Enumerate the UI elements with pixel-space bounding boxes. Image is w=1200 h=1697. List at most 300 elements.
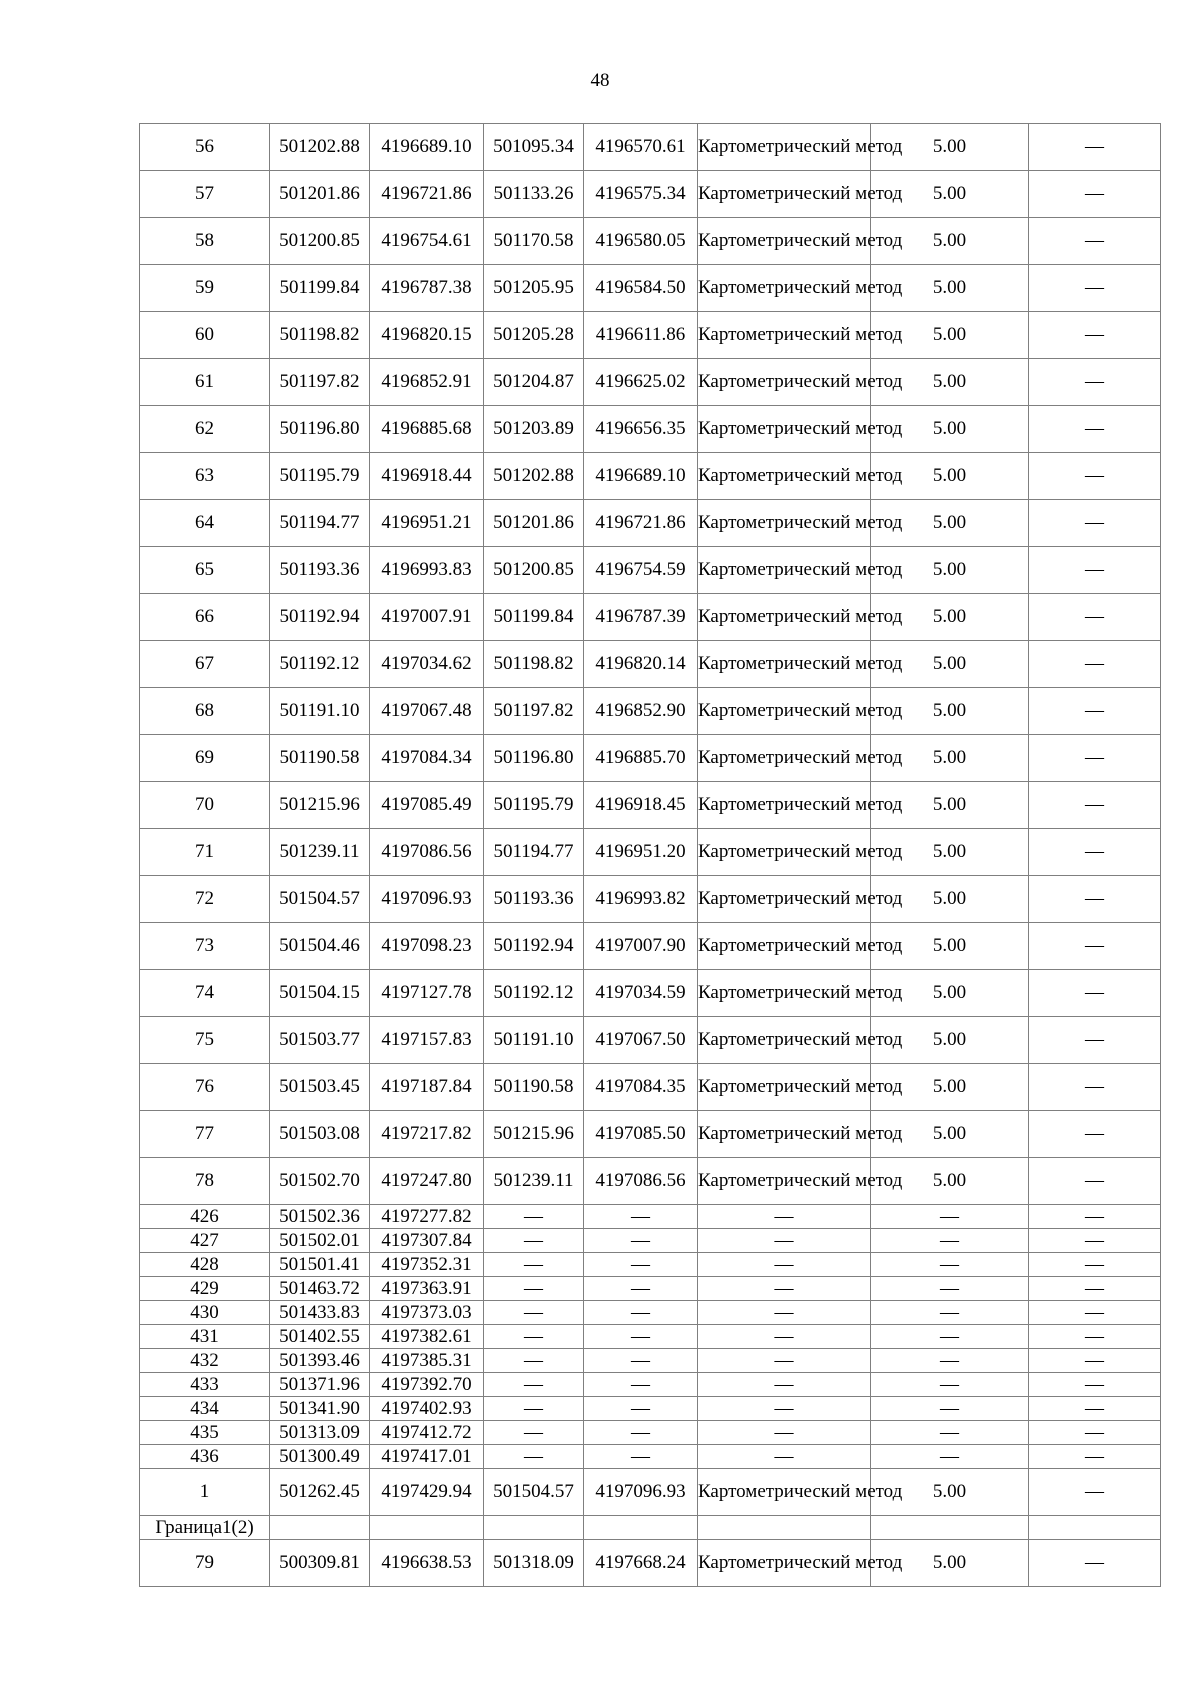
table-row bbox=[140, 1111, 1161, 1158]
method-cell: — bbox=[698, 1253, 871, 1277]
previous-x-cell: 501193.36 bbox=[484, 876, 584, 923]
previous-y-cell: 4197085.50 bbox=[584, 1111, 698, 1158]
x-coordinate-cell: 501194.77 bbox=[270, 500, 370, 547]
y-coordinate-cell: 4197247.80 bbox=[370, 1158, 484, 1205]
accuracy-cell: — bbox=[871, 1301, 1029, 1325]
accuracy-cell: — bbox=[871, 1229, 1029, 1253]
previous-x-cell: — bbox=[484, 1229, 584, 1253]
method-cell: Картометрический метод bbox=[698, 1469, 871, 1516]
previous-y-cell: 4196580.05 bbox=[584, 218, 698, 265]
point-number-cell: 59 bbox=[140, 265, 270, 312]
point-number-cell: 58 bbox=[140, 218, 270, 265]
table-row bbox=[140, 1277, 1161, 1301]
previous-y-cell: 4196852.90 bbox=[584, 688, 698, 735]
note-cell: — bbox=[1029, 406, 1161, 453]
note-cell: — bbox=[1029, 641, 1161, 688]
x-coordinate-cell: 501193.36 bbox=[270, 547, 370, 594]
y-coordinate-cell: 4197084.34 bbox=[370, 735, 484, 782]
y-coordinate-cell: 4197086.56 bbox=[370, 829, 484, 876]
previous-y-cell: 4197084.35 bbox=[584, 1064, 698, 1111]
x-coordinate-cell: 501313.09 bbox=[270, 1421, 370, 1445]
table-row bbox=[140, 1205, 1161, 1229]
previous-y-cell: — bbox=[584, 1205, 698, 1229]
point-number-cell: 57 bbox=[140, 171, 270, 218]
previous-y-cell: 4196787.39 bbox=[584, 594, 698, 641]
table-row bbox=[140, 406, 1161, 453]
point-number-cell: 78 bbox=[140, 1158, 270, 1205]
x-coordinate-cell: 501503.77 bbox=[270, 1017, 370, 1064]
previous-x-cell: 501504.57 bbox=[484, 1469, 584, 1516]
method-cell: Картометрический метод bbox=[698, 547, 871, 594]
point-number-cell: 73 bbox=[140, 923, 270, 970]
table-row bbox=[140, 1253, 1161, 1277]
x-coordinate-cell: 501215.96 bbox=[270, 782, 370, 829]
method-cell: Картометрический метод bbox=[698, 359, 871, 406]
previous-y-cell: — bbox=[584, 1325, 698, 1349]
table-row bbox=[140, 547, 1161, 594]
y-coordinate-cell: 4196885.68 bbox=[370, 406, 484, 453]
x-coordinate-cell: 501192.12 bbox=[270, 641, 370, 688]
note-cell: — bbox=[1029, 970, 1161, 1017]
note-cell: — bbox=[1029, 1540, 1161, 1587]
table-row bbox=[140, 218, 1161, 265]
previous-x-cell: 501215.96 bbox=[484, 1111, 584, 1158]
note-cell: — bbox=[1029, 688, 1161, 735]
previous-x-cell: 501205.95 bbox=[484, 265, 584, 312]
x-coordinate-cell: 501503.45 bbox=[270, 1064, 370, 1111]
note-cell: — bbox=[1029, 359, 1161, 406]
note-cell: — bbox=[1029, 735, 1161, 782]
method-cell: Картометрический метод bbox=[698, 782, 871, 829]
accuracy-cell: 5.00 bbox=[871, 1540, 1029, 1587]
note-cell: — bbox=[1029, 782, 1161, 829]
accuracy-cell: — bbox=[871, 1445, 1029, 1469]
accuracy-cell: 5.00 bbox=[871, 500, 1029, 547]
previous-y-cell: 4197096.93 bbox=[584, 1469, 698, 1516]
note-cell: — bbox=[1029, 312, 1161, 359]
note-cell: — bbox=[1029, 1469, 1161, 1516]
previous-y-cell: 4196951.20 bbox=[584, 829, 698, 876]
method-cell: — bbox=[698, 1205, 871, 1229]
previous-y-cell: — bbox=[584, 1253, 698, 1277]
accuracy-cell: 5.00 bbox=[871, 406, 1029, 453]
x-coordinate-cell: 501393.46 bbox=[270, 1349, 370, 1373]
empty-cell bbox=[370, 1516, 484, 1540]
accuracy-cell: — bbox=[871, 1373, 1029, 1397]
note-cell: — bbox=[1029, 1277, 1161, 1301]
x-coordinate-cell: 501300.49 bbox=[270, 1445, 370, 1469]
coordinates-table bbox=[139, 123, 1161, 1587]
previous-y-cell: 4196754.59 bbox=[584, 547, 698, 594]
accuracy-cell: 5.00 bbox=[871, 265, 1029, 312]
y-coordinate-cell: 4196820.15 bbox=[370, 312, 484, 359]
method-cell: Картометрический метод bbox=[698, 500, 871, 547]
y-coordinate-cell: 4197307.84 bbox=[370, 1229, 484, 1253]
x-coordinate-cell: 501504.46 bbox=[270, 923, 370, 970]
table-row bbox=[140, 1540, 1161, 1587]
y-coordinate-cell: 4196918.44 bbox=[370, 453, 484, 500]
empty-cell bbox=[871, 1516, 1029, 1540]
table-row bbox=[140, 171, 1161, 218]
table-row bbox=[140, 1349, 1161, 1373]
note-cell: — bbox=[1029, 1421, 1161, 1445]
table-row bbox=[140, 359, 1161, 406]
x-coordinate-cell: 501502.01 bbox=[270, 1229, 370, 1253]
x-coordinate-cell: 501504.15 bbox=[270, 970, 370, 1017]
table-row bbox=[140, 1017, 1161, 1064]
method-cell: Картометрический метод bbox=[698, 923, 871, 970]
note-cell: — bbox=[1029, 1205, 1161, 1229]
previous-x-cell: 501196.80 bbox=[484, 735, 584, 782]
point-number-cell: 60 bbox=[140, 312, 270, 359]
y-coordinate-cell: 4197067.48 bbox=[370, 688, 484, 735]
previous-x-cell: — bbox=[484, 1397, 584, 1421]
point-number-cell: 1 bbox=[140, 1469, 270, 1516]
x-coordinate-cell: 501262.45 bbox=[270, 1469, 370, 1516]
point-number-cell: 434 bbox=[140, 1397, 270, 1421]
method-cell: Картометрический метод bbox=[698, 735, 871, 782]
previous-x-cell: — bbox=[484, 1325, 584, 1349]
x-coordinate-cell: 501200.85 bbox=[270, 218, 370, 265]
previous-x-cell: 501191.10 bbox=[484, 1017, 584, 1064]
point-number-cell: 76 bbox=[140, 1064, 270, 1111]
note-cell: — bbox=[1029, 1397, 1161, 1421]
accuracy-cell: 5.00 bbox=[871, 923, 1029, 970]
accuracy-cell: 5.00 bbox=[871, 1017, 1029, 1064]
method-cell: — bbox=[698, 1325, 871, 1349]
table-row bbox=[140, 500, 1161, 547]
previous-x-cell: 501170.58 bbox=[484, 218, 584, 265]
point-number-cell: 75 bbox=[140, 1017, 270, 1064]
y-coordinate-cell: 4197157.83 bbox=[370, 1017, 484, 1064]
y-coordinate-cell: 4196951.21 bbox=[370, 500, 484, 547]
previous-y-cell: — bbox=[584, 1277, 698, 1301]
x-coordinate-cell: 501196.80 bbox=[270, 406, 370, 453]
point-number-cell: 68 bbox=[140, 688, 270, 735]
accuracy-cell: — bbox=[871, 1421, 1029, 1445]
accuracy-cell: 5.00 bbox=[871, 547, 1029, 594]
table-row bbox=[140, 1373, 1161, 1397]
x-coordinate-cell: 501202.88 bbox=[270, 124, 370, 171]
previous-x-cell: 501200.85 bbox=[484, 547, 584, 594]
table-row bbox=[140, 688, 1161, 735]
x-coordinate-cell: 501502.36 bbox=[270, 1205, 370, 1229]
table-row bbox=[140, 265, 1161, 312]
x-coordinate-cell: 501502.70 bbox=[270, 1158, 370, 1205]
previous-y-cell: 4196575.34 bbox=[584, 171, 698, 218]
point-number-cell: 429 bbox=[140, 1277, 270, 1301]
y-coordinate-cell: 4197392.70 bbox=[370, 1373, 484, 1397]
x-coordinate-cell: 501371.96 bbox=[270, 1373, 370, 1397]
note-cell: — bbox=[1029, 453, 1161, 500]
previous-y-cell: — bbox=[584, 1349, 698, 1373]
previous-y-cell: — bbox=[584, 1445, 698, 1469]
table-row bbox=[140, 1469, 1161, 1516]
previous-x-cell: 501194.77 bbox=[484, 829, 584, 876]
x-coordinate-cell: 501197.82 bbox=[270, 359, 370, 406]
x-coordinate-cell: 501190.58 bbox=[270, 735, 370, 782]
previous-y-cell: 4196918.45 bbox=[584, 782, 698, 829]
previous-x-cell: 501190.58 bbox=[484, 1064, 584, 1111]
note-cell: — bbox=[1029, 876, 1161, 923]
note-cell: — bbox=[1029, 1017, 1161, 1064]
accuracy-cell: 5.00 bbox=[871, 171, 1029, 218]
previous-x-cell: — bbox=[484, 1445, 584, 1469]
x-coordinate-cell: 501501.41 bbox=[270, 1253, 370, 1277]
x-coordinate-cell: 501191.10 bbox=[270, 688, 370, 735]
y-coordinate-cell: 4197098.23 bbox=[370, 923, 484, 970]
x-coordinate-cell: 501341.90 bbox=[270, 1397, 370, 1421]
table-row bbox=[140, 312, 1161, 359]
previous-x-cell: 501199.84 bbox=[484, 594, 584, 641]
point-number-cell: 72 bbox=[140, 876, 270, 923]
method-cell: Картометрический метод bbox=[698, 970, 871, 1017]
y-coordinate-cell: 4197187.84 bbox=[370, 1064, 484, 1111]
note-cell: — bbox=[1029, 547, 1161, 594]
accuracy-cell: 5.00 bbox=[871, 1111, 1029, 1158]
method-cell: Картометрический метод bbox=[698, 406, 871, 453]
y-coordinate-cell: 4197373.03 bbox=[370, 1301, 484, 1325]
point-number-cell: 56 bbox=[140, 124, 270, 171]
previous-y-cell: 4196721.86 bbox=[584, 500, 698, 547]
method-cell: Картометрический метод bbox=[698, 688, 871, 735]
previous-y-cell: — bbox=[584, 1397, 698, 1421]
accuracy-cell: 5.00 bbox=[871, 453, 1029, 500]
previous-y-cell: — bbox=[584, 1229, 698, 1253]
table-row bbox=[140, 1064, 1161, 1111]
previous-y-cell: 4197067.50 bbox=[584, 1017, 698, 1064]
accuracy-cell: — bbox=[871, 1277, 1029, 1301]
empty-cell bbox=[584, 1516, 698, 1540]
method-cell: Картометрический метод bbox=[698, 312, 871, 359]
accuracy-cell: 5.00 bbox=[871, 641, 1029, 688]
note-cell: — bbox=[1029, 923, 1161, 970]
previous-x-cell: — bbox=[484, 1205, 584, 1229]
y-coordinate-cell: 4197412.72 bbox=[370, 1421, 484, 1445]
point-number-cell: 70 bbox=[140, 782, 270, 829]
table-row bbox=[140, 923, 1161, 970]
x-coordinate-cell: 501504.57 bbox=[270, 876, 370, 923]
y-coordinate-cell: 4197127.78 bbox=[370, 970, 484, 1017]
previous-x-cell: 501095.34 bbox=[484, 124, 584, 171]
method-cell: — bbox=[698, 1445, 871, 1469]
x-coordinate-cell: 501192.94 bbox=[270, 594, 370, 641]
previous-x-cell: 501205.28 bbox=[484, 312, 584, 359]
method-cell: Картометрический метод bbox=[698, 171, 871, 218]
x-coordinate-cell: 501239.11 bbox=[270, 829, 370, 876]
previous-x-cell: 501318.09 bbox=[484, 1540, 584, 1587]
method-cell: Картометрический метод bbox=[698, 1540, 871, 1587]
table-row bbox=[140, 124, 1161, 171]
y-coordinate-cell: 4197277.82 bbox=[370, 1205, 484, 1229]
point-number-cell: 426 bbox=[140, 1205, 270, 1229]
previous-y-cell: 4197086.56 bbox=[584, 1158, 698, 1205]
note-cell: — bbox=[1029, 218, 1161, 265]
previous-x-cell: 501203.89 bbox=[484, 406, 584, 453]
y-coordinate-cell: 4197417.01 bbox=[370, 1445, 484, 1469]
x-coordinate-cell: 501198.82 bbox=[270, 312, 370, 359]
x-coordinate-cell: 501503.08 bbox=[270, 1111, 370, 1158]
x-coordinate-cell: 501402.55 bbox=[270, 1325, 370, 1349]
previous-x-cell: 501204.87 bbox=[484, 359, 584, 406]
y-coordinate-cell: 4196787.38 bbox=[370, 265, 484, 312]
previous-x-cell: 501192.94 bbox=[484, 923, 584, 970]
method-cell: Картометрический метод bbox=[698, 594, 871, 641]
point-number-cell: 79 bbox=[140, 1540, 270, 1587]
accuracy-cell: — bbox=[871, 1205, 1029, 1229]
method-cell: Картометрический метод bbox=[698, 124, 871, 171]
method-cell: Картометрический метод bbox=[698, 829, 871, 876]
table-row bbox=[140, 1445, 1161, 1469]
point-number-cell: 435 bbox=[140, 1421, 270, 1445]
note-cell: — bbox=[1029, 124, 1161, 171]
section-row bbox=[140, 1516, 1161, 1540]
empty-cell bbox=[698, 1516, 871, 1540]
y-coordinate-cell: 4197402.93 bbox=[370, 1397, 484, 1421]
y-coordinate-cell: 4197085.49 bbox=[370, 782, 484, 829]
point-number-cell: 65 bbox=[140, 547, 270, 594]
table-row bbox=[140, 782, 1161, 829]
empty-cell bbox=[1029, 1516, 1161, 1540]
y-coordinate-cell: 4197034.62 bbox=[370, 641, 484, 688]
table-row bbox=[140, 829, 1161, 876]
table-body bbox=[140, 124, 1161, 1587]
previous-y-cell: 4196611.86 bbox=[584, 312, 698, 359]
previous-x-cell: — bbox=[484, 1373, 584, 1397]
method-cell: Картометрический метод bbox=[698, 265, 871, 312]
table-row bbox=[140, 1229, 1161, 1253]
note-cell: — bbox=[1029, 1373, 1161, 1397]
y-coordinate-cell: 4196689.10 bbox=[370, 124, 484, 171]
method-cell: — bbox=[698, 1229, 871, 1253]
y-coordinate-cell: 4196993.83 bbox=[370, 547, 484, 594]
empty-cell bbox=[270, 1516, 370, 1540]
previous-x-cell: 501197.82 bbox=[484, 688, 584, 735]
method-cell: — bbox=[698, 1397, 871, 1421]
note-cell: — bbox=[1029, 1158, 1161, 1205]
previous-y-cell: 4196885.70 bbox=[584, 735, 698, 782]
accuracy-cell: 5.00 bbox=[871, 735, 1029, 782]
point-number-cell: 71 bbox=[140, 829, 270, 876]
table-row bbox=[140, 453, 1161, 500]
previous-y-cell: 4196584.50 bbox=[584, 265, 698, 312]
x-coordinate-cell: 501201.86 bbox=[270, 171, 370, 218]
y-coordinate-cell: 4197382.61 bbox=[370, 1325, 484, 1349]
previous-x-cell: — bbox=[484, 1301, 584, 1325]
point-number-cell: 77 bbox=[140, 1111, 270, 1158]
note-cell: — bbox=[1029, 1064, 1161, 1111]
y-coordinate-cell: 4197429.94 bbox=[370, 1469, 484, 1516]
point-number-cell: 63 bbox=[140, 453, 270, 500]
previous-x-cell: 501195.79 bbox=[484, 782, 584, 829]
previous-y-cell: 4197034.59 bbox=[584, 970, 698, 1017]
accuracy-cell: 5.00 bbox=[871, 782, 1029, 829]
empty-cell bbox=[484, 1516, 584, 1540]
table-row bbox=[140, 641, 1161, 688]
point-number-cell: 67 bbox=[140, 641, 270, 688]
method-cell: Картометрический метод bbox=[698, 218, 871, 265]
previous-y-cell: — bbox=[584, 1421, 698, 1445]
table-row bbox=[140, 1158, 1161, 1205]
method-cell: — bbox=[698, 1301, 871, 1325]
accuracy-cell: 5.00 bbox=[871, 594, 1029, 641]
note-cell: — bbox=[1029, 1325, 1161, 1349]
point-number-cell: 66 bbox=[140, 594, 270, 641]
point-number-cell: 431 bbox=[140, 1325, 270, 1349]
previous-y-cell: 4196820.14 bbox=[584, 641, 698, 688]
accuracy-cell: 5.00 bbox=[871, 124, 1029, 171]
method-cell: Картометрический метод bbox=[698, 453, 871, 500]
note-cell: — bbox=[1029, 265, 1161, 312]
note-cell: — bbox=[1029, 500, 1161, 547]
note-cell: — bbox=[1029, 1111, 1161, 1158]
method-cell: — bbox=[698, 1277, 871, 1301]
accuracy-cell: — bbox=[871, 1253, 1029, 1277]
accuracy-cell: 5.00 bbox=[871, 1469, 1029, 1516]
y-coordinate-cell: 4196721.86 bbox=[370, 171, 484, 218]
table-row bbox=[140, 970, 1161, 1017]
table-row bbox=[140, 1421, 1161, 1445]
accuracy-cell: 5.00 bbox=[871, 876, 1029, 923]
accuracy-cell: — bbox=[871, 1397, 1029, 1421]
point-number-cell: 64 bbox=[140, 500, 270, 547]
y-coordinate-cell: 4197007.91 bbox=[370, 594, 484, 641]
note-cell: — bbox=[1029, 1253, 1161, 1277]
previous-y-cell: 4196625.02 bbox=[584, 359, 698, 406]
note-cell: — bbox=[1029, 594, 1161, 641]
accuracy-cell: 5.00 bbox=[871, 312, 1029, 359]
section-label: Граница1(2) bbox=[140, 1516, 270, 1540]
x-coordinate-cell: 500309.81 bbox=[270, 1540, 370, 1587]
previous-x-cell: — bbox=[484, 1253, 584, 1277]
point-number-cell: 427 bbox=[140, 1229, 270, 1253]
previous-x-cell: 501201.86 bbox=[484, 500, 584, 547]
previous-x-cell: 501198.82 bbox=[484, 641, 584, 688]
table-row bbox=[140, 1397, 1161, 1421]
y-coordinate-cell: 4196638.53 bbox=[370, 1540, 484, 1587]
table-row bbox=[140, 1301, 1161, 1325]
method-cell: Картометрический метод bbox=[698, 1111, 871, 1158]
previous-y-cell: 4196570.61 bbox=[584, 124, 698, 171]
previous-x-cell: 501133.26 bbox=[484, 171, 584, 218]
previous-y-cell: 4196689.10 bbox=[584, 453, 698, 500]
point-number-cell: 436 bbox=[140, 1445, 270, 1469]
point-number-cell: 428 bbox=[140, 1253, 270, 1277]
point-number-cell: 74 bbox=[140, 970, 270, 1017]
previous-y-cell: — bbox=[584, 1373, 698, 1397]
point-number-cell: 61 bbox=[140, 359, 270, 406]
point-number-cell: 433 bbox=[140, 1373, 270, 1397]
x-coordinate-cell: 501199.84 bbox=[270, 265, 370, 312]
x-coordinate-cell: 501195.79 bbox=[270, 453, 370, 500]
method-cell: Картометрический метод bbox=[698, 641, 871, 688]
note-cell: — bbox=[1029, 1445, 1161, 1469]
previous-y-cell: 4197007.90 bbox=[584, 923, 698, 970]
point-number-cell: 62 bbox=[140, 406, 270, 453]
y-coordinate-cell: 4197217.82 bbox=[370, 1111, 484, 1158]
accuracy-cell: 5.00 bbox=[871, 1158, 1029, 1205]
previous-y-cell: 4196993.82 bbox=[584, 876, 698, 923]
table-row bbox=[140, 594, 1161, 641]
accuracy-cell: 5.00 bbox=[871, 688, 1029, 735]
note-cell: — bbox=[1029, 829, 1161, 876]
note-cell: — bbox=[1029, 1301, 1161, 1325]
accuracy-cell: — bbox=[871, 1325, 1029, 1349]
previous-x-cell: 501192.12 bbox=[484, 970, 584, 1017]
previous-y-cell: — bbox=[584, 1301, 698, 1325]
point-number-cell: 430 bbox=[140, 1301, 270, 1325]
y-coordinate-cell: 4196852.91 bbox=[370, 359, 484, 406]
